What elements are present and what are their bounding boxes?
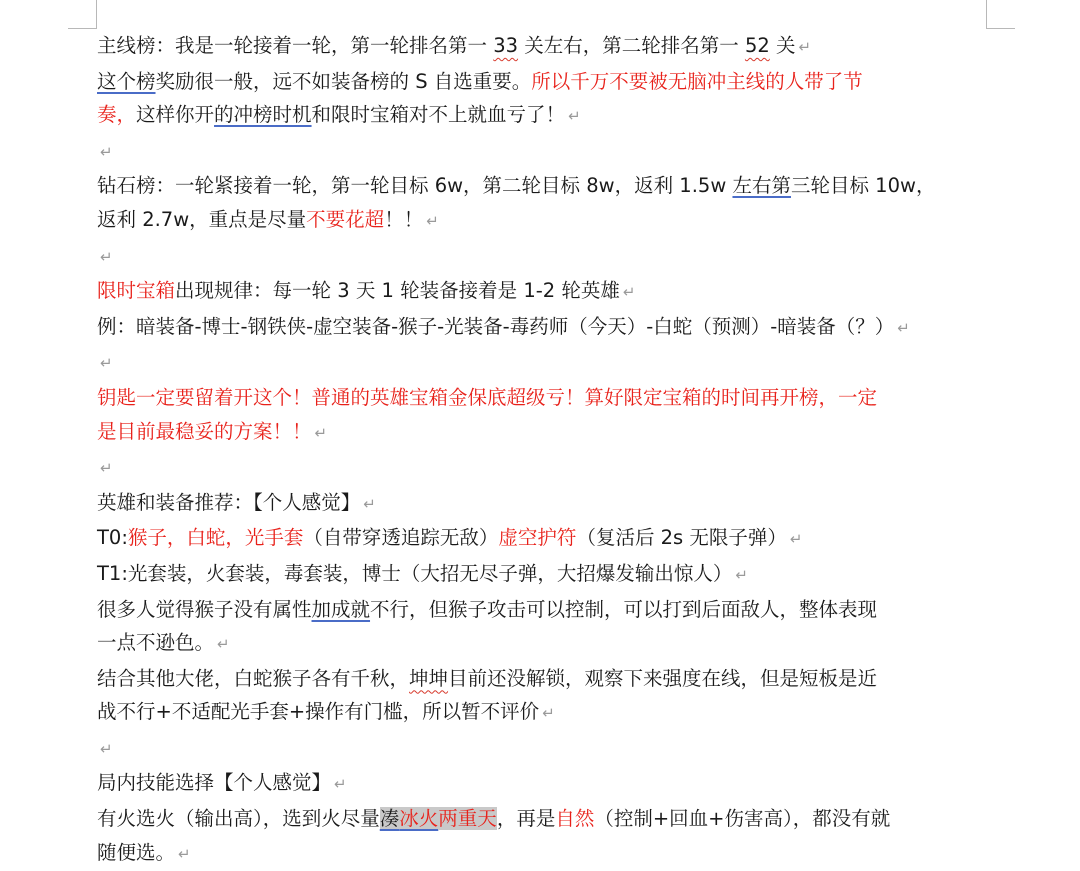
- paragraph-line[interactable]: [97, 521, 997, 557]
- paragraph-line[interactable]: [97, 239, 997, 275]
- text-run: ，再是: [496, 807, 556, 831]
- paragraph-mark-icon: ↵: [334, 775, 347, 794]
- paragraph-line[interactable]: [97, 731, 997, 767]
- text-run: 两重天: [438, 807, 497, 831]
- text-run: 奖励很一般，远不如装备榜的 S 自选重要。: [155, 69, 532, 93]
- text-run: 随便选。: [97, 840, 176, 864]
- text-run: 主线榜：我是一轮接着一轮，第一轮排名第一: [97, 34, 494, 57]
- paragraph-mark-icon: ↵: [622, 283, 636, 302]
- text-run: （复活后 2s 无限子弹）: [576, 526, 787, 550]
- paragraph-line[interactable]: [97, 203, 997, 239]
- text-run: 不要花超: [306, 207, 385, 231]
- paragraph-mark-icon: ↵: [100, 459, 113, 478]
- paragraph-line[interactable]: [97, 626, 997, 662]
- text-run: 和限时宝箱对不上就血亏了！: [311, 103, 566, 127]
- paragraph-mark-icon: ↵: [217, 635, 230, 654]
- text-run: ！！: [384, 207, 424, 231]
- paragraph-line[interactable]: [97, 695, 997, 731]
- paragraph-mark-icon: ↵: [542, 704, 555, 723]
- paragraph-mark-icon: ↵: [100, 142, 113, 161]
- paragraph-line[interactable]: [97, 310, 997, 346]
- paragraph-mark-icon: ↵: [100, 354, 113, 373]
- text-run: 的冲榜时机: [214, 103, 312, 127]
- text-run: 出现规律：每一轮 3 天 1 轮装备接着是 1-2 轮英雄: [175, 279, 620, 303]
- paragraph-line[interactable]: [97, 98, 997, 134]
- paragraph-mark-icon: ↵: [314, 423, 328, 442]
- text-run: 局内技能选择【个人感觉】: [97, 771, 332, 795]
- paragraph-line[interactable]: [97, 169, 997, 203]
- text-run: 左右第: [732, 174, 791, 198]
- text-run: T0:: [97, 526, 128, 550]
- text-run: 奏，: [97, 103, 137, 127]
- paragraph-mark-icon: ↵: [735, 565, 748, 584]
- text-run: （控制+回血+伤害高），都没有就: [594, 807, 891, 831]
- paragraph-line[interactable]: [97, 766, 997, 802]
- text-run: 目前还没解锁，观察下来强度在线，但是短板是近: [448, 666, 878, 690]
- paragraph-mark-icon: ↵: [178, 844, 191, 863]
- text-run: 冰火: [399, 807, 439, 831]
- text-run: 加成就: [311, 597, 371, 621]
- paragraph-line[interactable]: [97, 662, 997, 696]
- text-run: 自然: [555, 807, 595, 831]
- text-run: （自带穿透追踪无敌）: [303, 526, 499, 550]
- paragraph-line[interactable]: [97, 345, 997, 381]
- text-run: 所以千万不要被无脑冲主线的人带了节: [531, 69, 863, 93]
- text-run: 钻石榜：一轮紧接着一轮，第一轮目标 6w，第二轮目标 8w，返利 1.5w: [97, 174, 733, 198]
- paragraph-line[interactable]: [97, 65, 997, 99]
- text-run: 限时宝箱: [97, 279, 176, 303]
- paragraph-line[interactable]: [97, 415, 997, 451]
- text-run: 英雄和装备推荐：【个人感觉】: [97, 490, 361, 514]
- page-corner-mark-right: [986, 0, 1015, 29]
- text-run: 关: [769, 34, 796, 57]
- text-run: 很多人觉得猴子没有属性: [97, 597, 312, 621]
- paragraph-mark-icon: ↵: [568, 107, 581, 126]
- paragraph-mark-icon: ↵: [426, 211, 439, 230]
- paragraph-line[interactable]: [97, 274, 997, 310]
- text-run: 返利 2.7w，重点是尽量: [97, 207, 307, 231]
- text-run: T1:光套装，火套装，毒套装，博士（大招无尽子弹，大招爆发输出惊人）: [97, 561, 733, 585]
- text-run: 三轮目标 10w，: [790, 174, 936, 198]
- text-run: 这样你开: [136, 103, 215, 127]
- paragraph-mark-icon: ↵: [789, 530, 803, 549]
- paragraph-line[interactable]: [97, 593, 997, 627]
- paragraph-mark-icon: ↵: [363, 494, 376, 513]
- paragraph-line[interactable]: [97, 836, 997, 871]
- page-corner-mark-left: [68, 0, 97, 29]
- text-run: 33: [493, 34, 519, 57]
- paragraph-mark-icon: ↵: [897, 318, 910, 337]
- text-run: 不行，但猴子攻击可以控制，可以打到后面敌人，整体表现: [370, 597, 878, 621]
- text-run: 战不行+不适配光手套+操作有门槛，所以暂不评价: [97, 700, 540, 724]
- text-run: 猴子，白蛇，光手套: [127, 526, 304, 550]
- text-run: 有火选火（输出高），选到火尽量: [97, 807, 380, 831]
- paragraph-mark-icon: ↵: [100, 739, 113, 758]
- text-run: 例：暗装备-博士-钢铁侠-虚空装备-猴子-光装备-毒药师（今天）-白蛇（预测）-暗装备（？）: [97, 314, 895, 338]
- text-run: 52: [744, 34, 770, 57]
- text-run: 一点不逊色。: [97, 631, 215, 655]
- text-run: 钥匙一定要留着开这个！普通的英雄宝箱金保底超级亏！算好限定宝箱的时间再开榜，一定: [97, 385, 878, 409]
- text-run: 结合其他大佬，白蛇猴子各有千秋，: [97, 666, 410, 690]
- paragraph-line[interactable]: [97, 486, 997, 522]
- paragraph-mark-icon: ↵: [100, 247, 113, 266]
- paragraph-mark-icon: ↵: [798, 38, 812, 56]
- paragraph-line[interactable]: [97, 134, 997, 170]
- paragraph-line[interactable]: [97, 802, 997, 836]
- text-run: 是目前最稳妥的方案！！: [97, 419, 312, 443]
- document-body[interactable]: [97, 29, 997, 871]
- paragraph-line[interactable]: [97, 381, 997, 415]
- text-run: 关左右，第二轮排名第一: [518, 34, 745, 57]
- text-run: 凑: [379, 807, 400, 831]
- paragraph-line[interactable]: [97, 557, 997, 593]
- paragraph-line[interactable]: [97, 450, 997, 486]
- text-run: 坤坤: [409, 666, 449, 690]
- text-run: 这个榜: [97, 69, 156, 93]
- text-run: 虚空护符: [498, 526, 577, 550]
- paragraph-line[interactable]: [97, 29, 997, 65]
